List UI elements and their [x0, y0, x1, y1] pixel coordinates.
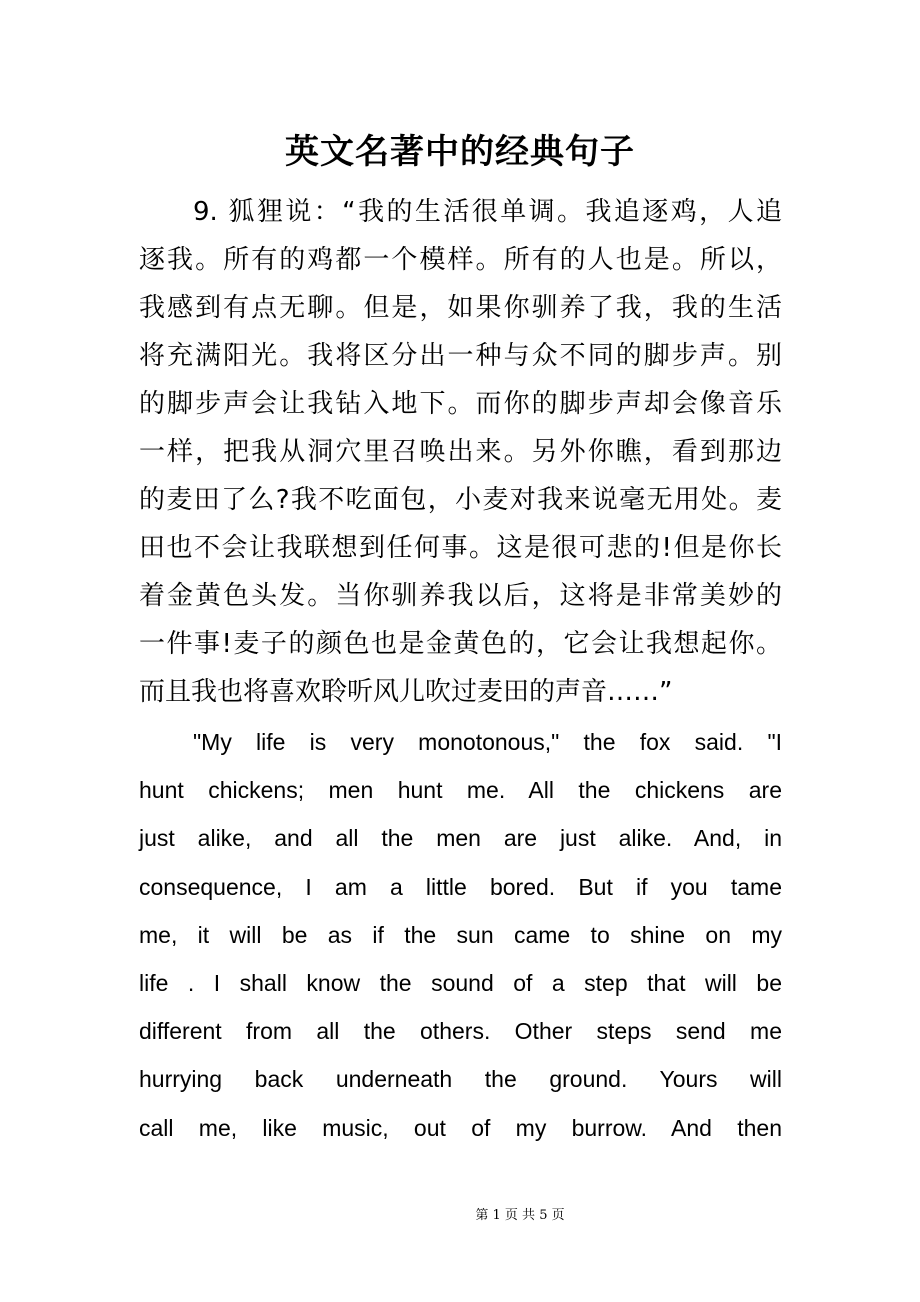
english-line: consequence, I am a little bored. But if you tame — [139, 873, 782, 900]
chinese-line: 一件事!麦子的颜色也是金黄色的，它会让我想起你。 — [139, 629, 782, 659]
chinese-line: 的脚步声会让我钻入地下。而你的脚步声却会像音乐 — [139, 389, 782, 419]
chinese-line: 一样，把我从洞穴里召唤出来。另外你瞧，看到那边 — [139, 437, 782, 467]
english-paragraph — [139, 718, 782, 1152]
page-footer: 第 1 页 共 5 页 — [475, 1208, 565, 1223]
english-line: just alike, and all the men are just alike. And, in — [139, 825, 782, 852]
english-line: call me, like music, out of my burrow. And then — [139, 1114, 782, 1141]
english-line: "My life is very monotonous," the fox said. "I — [193, 729, 782, 755]
chinese-line: 9. 狐狸说：“我的生活很单调。我追逐鸡，人追 — [193, 197, 782, 227]
chinese-line: 的麦田了么?我不吃面包，小麦对我来说毫无用处。麦 — [139, 485, 782, 515]
chinese-line: 而且我也将喜欢聆听风儿吹过麦田的声音……” — [139, 677, 673, 707]
document-title: 英文名著中的经典句子 — [285, 132, 635, 172]
english-line: life . I shall know the sound of a step that will be — [139, 969, 782, 996]
english-line: different from all the others. Other steps send me — [139, 1018, 782, 1045]
english-line: hunt chickens; men hunt me. All the chickens are — [139, 777, 782, 804]
chinese-line: 着金黄色头发。当你驯养我以后，这将是非常美妙的 — [139, 581, 782, 611]
chinese-line: 我感到有点无聊。但是，如果你驯养了我，我的生活 — [139, 293, 782, 323]
chinese-line: 将充满阳光。我将区分出一种与众不同的脚步声。别 — [139, 341, 782, 371]
chinese-paragraph — [139, 188, 782, 716]
english-line: hurrying back underneath the ground. Yours will — [139, 1066, 782, 1093]
english-line: me, it will be as if the sun came to shine on my — [139, 921, 782, 948]
chinese-line: 田也不会让我联想到任何事。这是很可悲的!但是你长 — [139, 533, 782, 563]
chinese-line: 逐我。所有的鸡都一个模样。所有的人也是。所以， — [139, 245, 782, 275]
